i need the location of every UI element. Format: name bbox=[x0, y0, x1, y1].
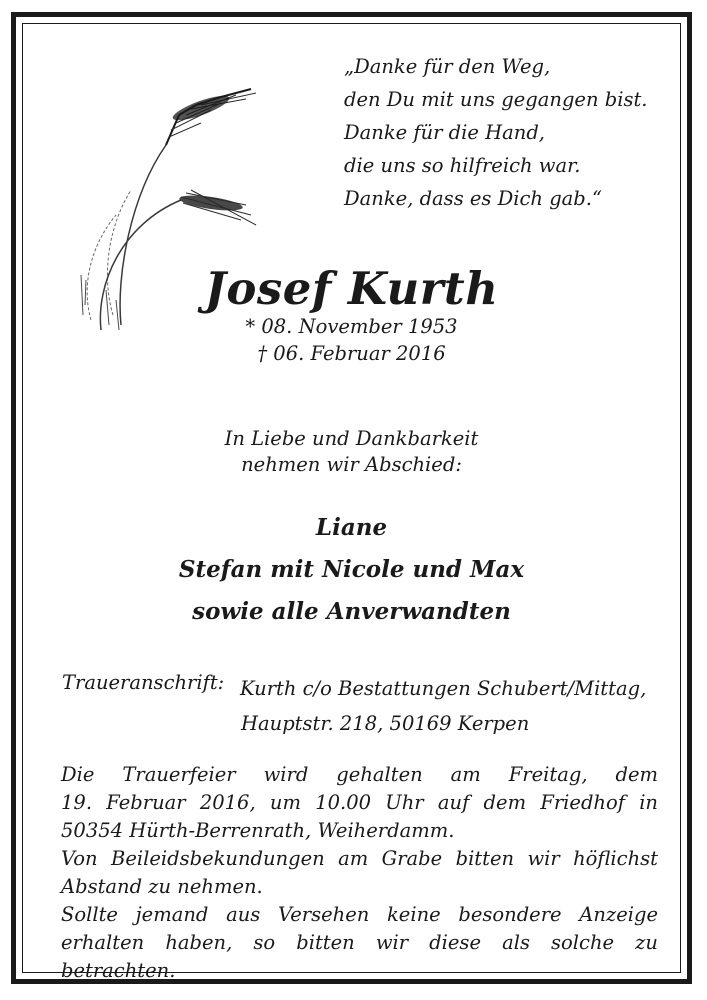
mourners-list bbox=[16, 507, 687, 633]
deceased-name: Josef Kurth bbox=[204, 262, 499, 315]
mourner-name: sowie alle Anverwandten bbox=[192, 598, 511, 625]
notice-line: Die Trauerfeier wird gehalten am Freitag, dem bbox=[61, 763, 658, 786]
mourner-name: Liane bbox=[315, 514, 388, 541]
poem-quote bbox=[344, 50, 664, 215]
notice-line: erhalten haben, so bitten wir diese als solche zu betrachten. bbox=[61, 931, 658, 982]
notice-line: Abstand zu nehmen. bbox=[61, 875, 263, 898]
address-line: Kurth c/o Bestattungen Schubert/Mittag, bbox=[240, 677, 647, 700]
quote-line: den Du mit uns gegangen bist. bbox=[344, 88, 648, 111]
life-dates bbox=[16, 313, 687, 367]
farewell-line: In Liebe und Dankbarkeit bbox=[224, 427, 479, 450]
funeral-notice bbox=[61, 761, 658, 985]
mourner-name: Stefan mit Nicole und Max bbox=[178, 556, 525, 583]
mourning-address bbox=[240, 671, 646, 741]
farewell-text bbox=[16, 426, 687, 478]
notice-line: 19. Februar 2016, um 10.00 Uhr auf dem Friedhof in bbox=[61, 791, 658, 814]
quote-line: Danke, dass es Dich gab.“ bbox=[344, 187, 602, 210]
notice-line: 50354 Hürth-Berrenrath, Weiherdamm. bbox=[61, 819, 455, 842]
notice-line: Von Beileidsbekundungen am Grabe bitten wir höflichst bbox=[61, 847, 658, 870]
quote-line: die uns so hilfreich war. bbox=[344, 154, 581, 177]
farewell-line: nehmen wir Abschied: bbox=[241, 453, 462, 476]
death-date: † 06. Februar 2016 bbox=[257, 342, 446, 365]
notice-line: Sollte jemand aus Versehen keine besondere Anzeige bbox=[61, 903, 658, 926]
quote-line: Danke für die Hand, bbox=[344, 121, 545, 144]
birth-date: * 08. November 1953 bbox=[245, 315, 458, 338]
quote-line: „Danke für den Weg, bbox=[344, 55, 551, 78]
address-line: Hauptstr. 218, 50169 Kerpen bbox=[241, 712, 530, 735]
address-label: Traueranschrift: bbox=[62, 671, 225, 694]
obituary-frame bbox=[11, 12, 692, 984]
